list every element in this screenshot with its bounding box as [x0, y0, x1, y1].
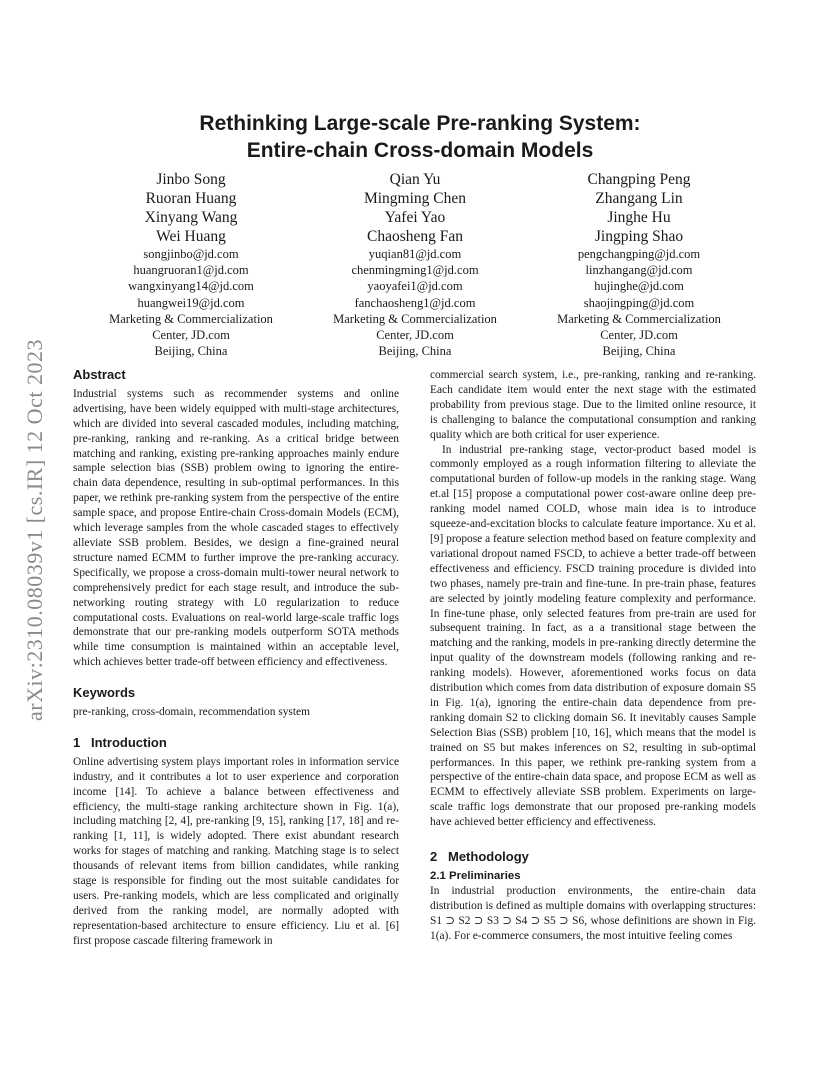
right-column — [430, 368, 756, 944]
author-name: Mingming Chen — [363, 190, 467, 207]
author-name: Jinbo Song — [156, 171, 226, 188]
title-line-2: Entire-chain Cross-domain Models — [246, 139, 594, 162]
author-name: Yafei Yao — [384, 209, 446, 226]
author-name: Xinyang Wang — [144, 209, 238, 226]
section-title: Methodology — [448, 849, 529, 865]
left-column — [73, 368, 399, 949]
introduction-heading — [73, 736, 399, 751]
abstract-heading: Abstract — [73, 367, 126, 382]
affiliation-line: Center, JD.com — [152, 328, 230, 343]
author-email: wangxinyang14@jd.com — [128, 279, 254, 294]
author-column-3 — [528, 170, 750, 359]
author-name: Chaosheng Fan — [366, 228, 463, 245]
author-column-1 — [80, 170, 302, 359]
author-email: yuqian81@jd.com — [368, 247, 462, 261]
author-name: Jinghe Hu — [607, 209, 671, 226]
preliminaries-text: In industrial production environments, the entire-chain data distribution is defined as multiple domains with overlapping structures: S1 ⊃ S2 ⊃ S3 ⊃ S4 ⊃ S5 ⊃ S6, whose definitions are shown in Fig. 1(a). For e-commerce consumers, the most intuitive feeling comes — [430, 884, 756, 942]
author-email: yaoyafei1@jd.com — [367, 279, 463, 294]
author-email: shaojingping@jd.com — [583, 295, 695, 310]
author-email: chenmingming1@jd.com — [351, 263, 479, 278]
author-email: songjinbo@jd.com — [143, 247, 239, 261]
affiliation-line: Beijing, China — [154, 344, 228, 359]
title-line-1: Rethinking Large-scale Pre-ranking System: — [199, 112, 641, 135]
author-email: hujinghe@jd.com — [594, 279, 684, 294]
author-name: Qian Yu — [389, 171, 441, 188]
author-email: fanchaosheng1@jd.com — [354, 295, 476, 310]
subsection-title: Preliminaries — [449, 870, 521, 882]
author-email: linzhangang@jd.com — [585, 263, 693, 278]
affiliation-line: Marketing & Commercialization — [557, 311, 721, 326]
keywords-text: pre-ranking, cross-domain, recommendation system — [73, 706, 310, 719]
abstract-text: Industrial systems such as recommender systems and online advertising, have been widely equipped with multi-stage architectures, which are divided into several cascaded modules, including matching, pre-ranking, ranking and re-ranking. As a critical bridge between matching and ranking, existing pre-ranking approaches mainly endure sample selection bias (SSB) problem owing to ignoring the entire-chain data dependence, resulting in sub-optimal performances. In this paper, we rethink pre-ranking system from the perspective of the entire sample space, and propose Entire-chain Cross-domain Models (ECM), which leverage samples from the whole cascaded stages to effectively alleviate SSB problem. Besides, we design a fine-grained neural structure named ECMM to further improve the pre-ranking accuracy. Specifically, we propose a cross-domain multi-tower neural network to comprehensively predict for each stage result, and introduce the sub-networking routing strategy with L0 regularization to reduce computational costs. Evaluations on real-world large-scale traffic logs demonstrate that our pre-ranking models outperform SOTA methods while time consumption is maintained within an acceptable level, which achieves better trade-off between efficiency and effectiveness. — [73, 387, 399, 669]
subsection-number: 2.1 — [430, 870, 446, 882]
author-name: Zhangang Lin — [595, 190, 683, 207]
introduction-paragraph: In industrial pre-ranking stage, vector-product based model is commonly employed as a rough information filtering to alleviate the computational burden of follow-up models in the ranking stage. Wang et.al [15] propose a computational power cost-aware online deep pre-ranking model named COLD, whose main idea is to introduce squeeze-and-excitation blocks to calculate feature importance. Xu et al. [9] propose a feature selection method based on feature complexity and variational dropout named FSCD, to achieve a better trade-off between effectiveness and efficiency. FSCD training procedure is divided into two phases, namely pre-train and fine-tune. In pre-train phase, features are selected by jointly modeling feature complexity and performance. In fine-tune phase, only selected features from pre-train are used for subsequent training. In fact, as a a transitional stage between the matching and the ranking, models in pre-ranking directly determine the input quality of the downstream models (following ranking and re-ranking models). However, aforementioned works focus on data distribution which comes from data distribution of exposure domain S5 in Fig. 1(a), ignoring the entire-chain data dependence from pre-ranking domain S2 to clicking domain S6. It inevitably causes Sample Selection Bias (SSB) problem [10, 16], which means that the model is trained on S5 but makes inferences on S2, resulting in sub-optimal performances. In this paper, we rethink pre-ranking system from a perspective of the entire-chain data space, and propose ECM as well as ECMM to effectively alleviate SSB problem. Experiments on large-scale traffic logs demonstrate that our proposed pre-ranking models have achieved better efficiency and effectiveness. — [430, 443, 756, 829]
author-name: Ruoran Huang — [145, 190, 237, 207]
section-number: 2 — [430, 849, 438, 865]
introduction-text: Online advertising system plays important roles in information service industry, and it contributes a lot to user experience and corporation income [14]. To achieve a balance between effectiveness and efficiency, the multi-stage ranking architecture shown in Fig. 1(a), including matching [2, 4], pre-ranking [9, 15], ranking [17, 18] and re-ranking [1, 11], is widely adopted. There exist abundant research works for stages of matching and ranking. Matching stage is to select thousands of relevant items from billion candidates, while ranking stage is responsible for finding out the most suitable candidates for users. Pre-ranking models, which are less complicated and originally derived from the ranking model, are normally adopted with representation-based architecture to ensure efficiency. Liu et al. [6] first propose cascade filtering framework in — [73, 755, 399, 947]
author-name: Jingping Shao — [594, 228, 684, 245]
author-email: huangwei19@jd.com — [137, 295, 245, 310]
section-number: 1 — [73, 734, 81, 750]
author-name: Wei Huang — [156, 228, 226, 245]
arxiv-stamp: arXiv:2310.08039v1 [cs.IR] 12 Oct 2023 — [22, 339, 47, 721]
affiliation-line: Center, JD.com — [600, 328, 678, 343]
introduction-continued: commercial search system, i.e., pre-ranking, ranking and re-ranking. Each candidate item would enter the next stage with the estimated probability from previous stage. Due to the limited online resource, it is challenging to balance the computational consumption and ranking quality which are both critical for user experience. — [430, 369, 756, 441]
author-email: huangruoran1@jd.com — [133, 263, 249, 278]
affiliation-line: Center, JD.com — [376, 328, 454, 343]
section-title: Introduction — [91, 734, 167, 750]
author-column-2 — [304, 170, 526, 359]
preliminaries-heading — [430, 869, 756, 884]
author-block — [80, 170, 750, 359]
affiliation-line: Beijing, China — [378, 344, 452, 359]
author-name: Changping Peng — [587, 171, 691, 188]
affiliation-line: Beijing, China — [602, 344, 676, 359]
author-email: pengchangping@jd.com — [577, 247, 701, 261]
paper-title — [120, 110, 720, 164]
affiliation-line: Marketing & Commercialization — [333, 311, 497, 326]
affiliation-line: Marketing & Commercialization — [109, 311, 273, 326]
keywords-heading: Keywords — [73, 685, 136, 701]
methodology-heading — [430, 850, 756, 865]
